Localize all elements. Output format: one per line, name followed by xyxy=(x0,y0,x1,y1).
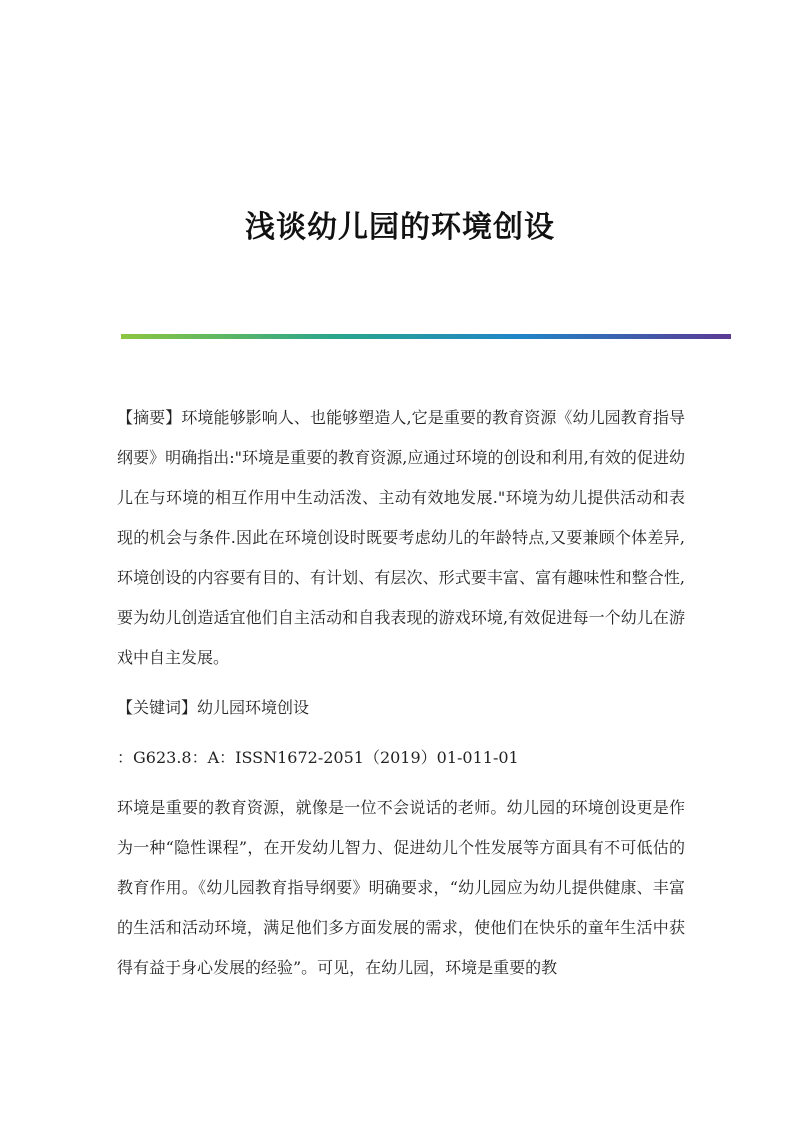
document-body xyxy=(117,398,685,988)
abstract-paragraph: 【摘要】环境能够影响人、也能够塑造人,它是重要的教育资源《幼儿园教育指导纲要》明确指出:"环境是重要的教育资源,应通过环境的创设和利用,有效的促进幼儿在与环境的相互作用中生动活泼、主动有效地发展."环境为幼儿提供活动和表现的机会与条件.因此在环境创设时既要考虑幼儿的年龄特点,又要兼顾个体差异,环境创设的内容要有目的、有计划、有层次、形式要丰富、富有趣味性和整合性,要为幼儿创造适宜他们自主活动和自我表现的游戏环境,有效促进每一个幼儿在游戏中自主发展。 xyxy=(117,408,685,667)
classification-line: ：G623.8：A：ISSN1672-2051（2019）01-011-01 xyxy=(117,748,519,767)
title-divider xyxy=(121,334,731,339)
keywords-line: 【关键词】幼儿园环境创设 xyxy=(117,698,310,717)
document-title: 浅谈幼儿园的环境创设 xyxy=(245,210,555,246)
body-paragraph: 环境是重要的教育资源，就像是一位不会说话的老师。幼儿园的环境创设更是作为一种“隐性课程”，在开发幼儿智力、促进幼儿个性发展等方面具有不可低估的教育作用。《幼儿园教育指导纲要》明确要求，“幼儿园应为幼儿提供健康、丰富的生活和活动环境，满足他们多方面发展的需求，使他们在快乐的童年生活中获得有益于身心发展的经验”。可见，在幼儿园，环境是重要的教 xyxy=(117,798,685,977)
